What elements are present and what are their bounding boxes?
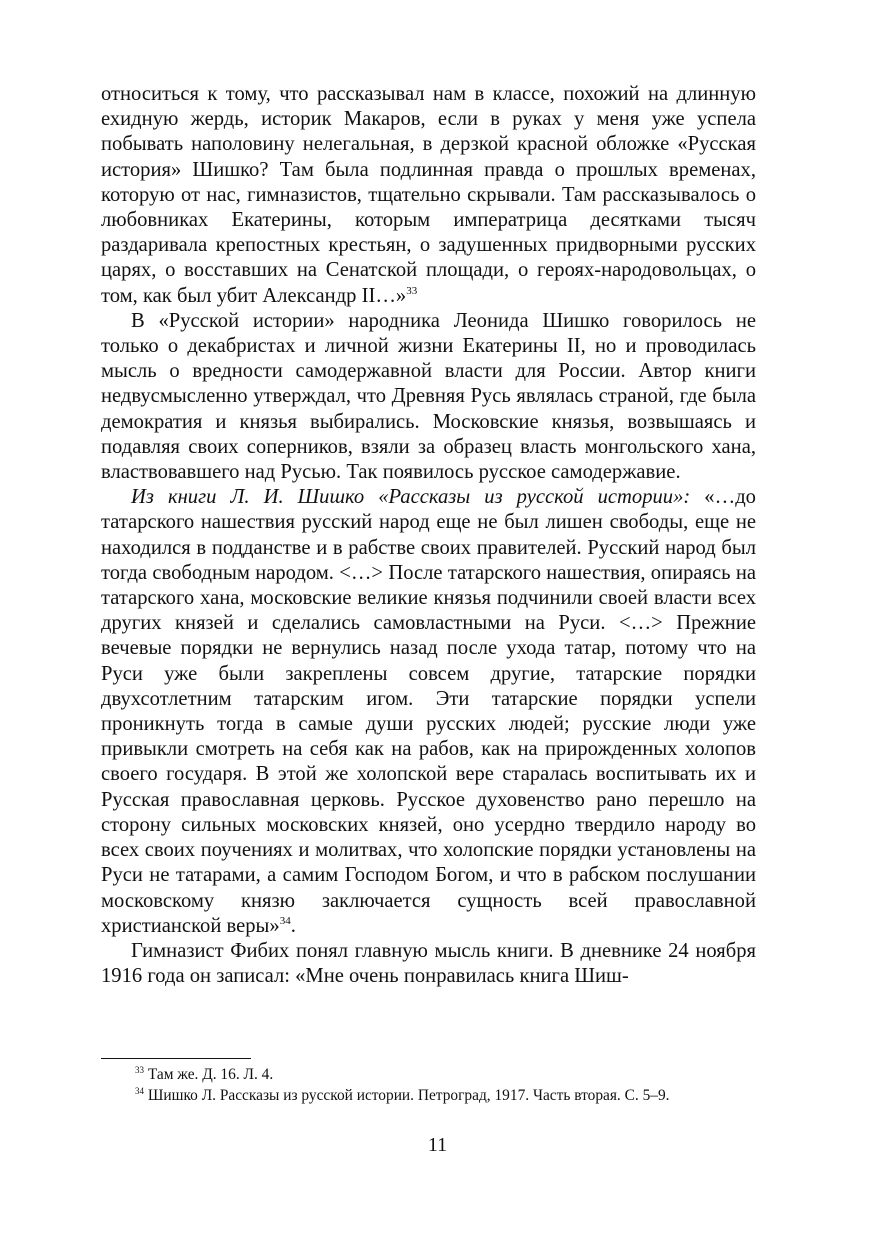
footnote-number: 34 (135, 1085, 144, 1096)
paragraph-4: Гимназист Фибих понял главную мысль книги. В дневнике 24 ноября 1916 года он записал: «Мне очень понравилась книга Шиш- (101, 939, 756, 988)
main-text (101, 82, 756, 989)
quote-end: . (290, 914, 296, 937)
paragraph-3 (101, 485, 756, 939)
footnote-34 (101, 1086, 756, 1107)
page-number: 11 (427, 1134, 448, 1156)
footnote-ref-34[interactable]: 34 (279, 914, 291, 927)
footnotes (101, 1065, 756, 1106)
quote-source: Из книги Л. И. Шишко «Рассказы из русской истории»: (131, 486, 691, 509)
footnote-ref-33[interactable]: 33 (406, 284, 418, 297)
footnote-number: 33 (135, 1065, 144, 1075)
quote-text: «…до татарского нашествия русский народ еще не был лишен свободы, еще не находился в подданстве и в рабстве своих правителей. Русский народ был тогда свободным народом. <…> После татарского нашествия, опираясь на татарского хана, московские великие князья подчинили своей власти всех других князей и сделались самовластными на Руси. <…> Прежние вечевые порядки не вернулись назад после ухода татар, потому что на Руси уже были закреплены совсем другие, татарские порядки двухсотлетним татарским игом. Эти татарские порядки успели проникнуть тогда в самые души русских людей; русские люди уже привыкли смотреть на себя как на рабов, как на прирожденных холопов своего государя. В этой же холопской вере старалась воспитывать их и Русская православная церковь. Русское духовенство рано перешло на сторону сильных московских князей, оно усердно твердило народу во всех своих поучениях и молитвах, что холопские порядки установлены на Руси не татарами, а самим Господом Богом, и что в рабском послушании московскому князю заключается сущность всей православной христианской веры» (101, 486, 756, 937)
footnote-divider (101, 1058, 251, 1059)
paragraph-1 (101, 82, 756, 309)
footnote-text: Там же. Д. 16. Л. 4. (144, 1066, 274, 1083)
footnote-33 (101, 1065, 756, 1086)
page-body (101, 82, 756, 989)
paragraph-2: В «Русской истории» народника Леонида Шишко говорилось не только о декабристах и личной жизни Екатерины II, но и проводилась мысль о вредности самодержавной власти для России. Автор книги недвусмысленно утверждал, что Древняя Русь являлась страной, где была демократия и князья выбирались. Московские князья, возвышаясь и подавляя своих соперников, взяли за образец власть монгольского хана, властвовавшего над Русью. Так появилось русское самодержавие. (101, 309, 756, 484)
paragraph-1-text: относиться к тому, что рассказывал нам в классе, похожий на длинную ехидную жердь, историк Макаров, если в руках у меня уже успела побывать наполовину нелегальная, в дерзкой красной обложке «Русская история» Шишко? Там была подлинная правда о прошлых временах, которую от нас, гимназистов, тщательно скрывали. Там рассказывалось о любовниках Екатерины, которым императрица десятками тысяч раздаривала крепостных крестьян, о задушенных придворными русских царях, о восставших на Сенатской площади, о героях-народовольцах, о том, как был убит Александр II…» (101, 83, 756, 307)
footnote-text: Шишко Л. Рассказы из русской истории. Петроград, 1917. Часть вторая. С. 5–9. (144, 1086, 670, 1104)
